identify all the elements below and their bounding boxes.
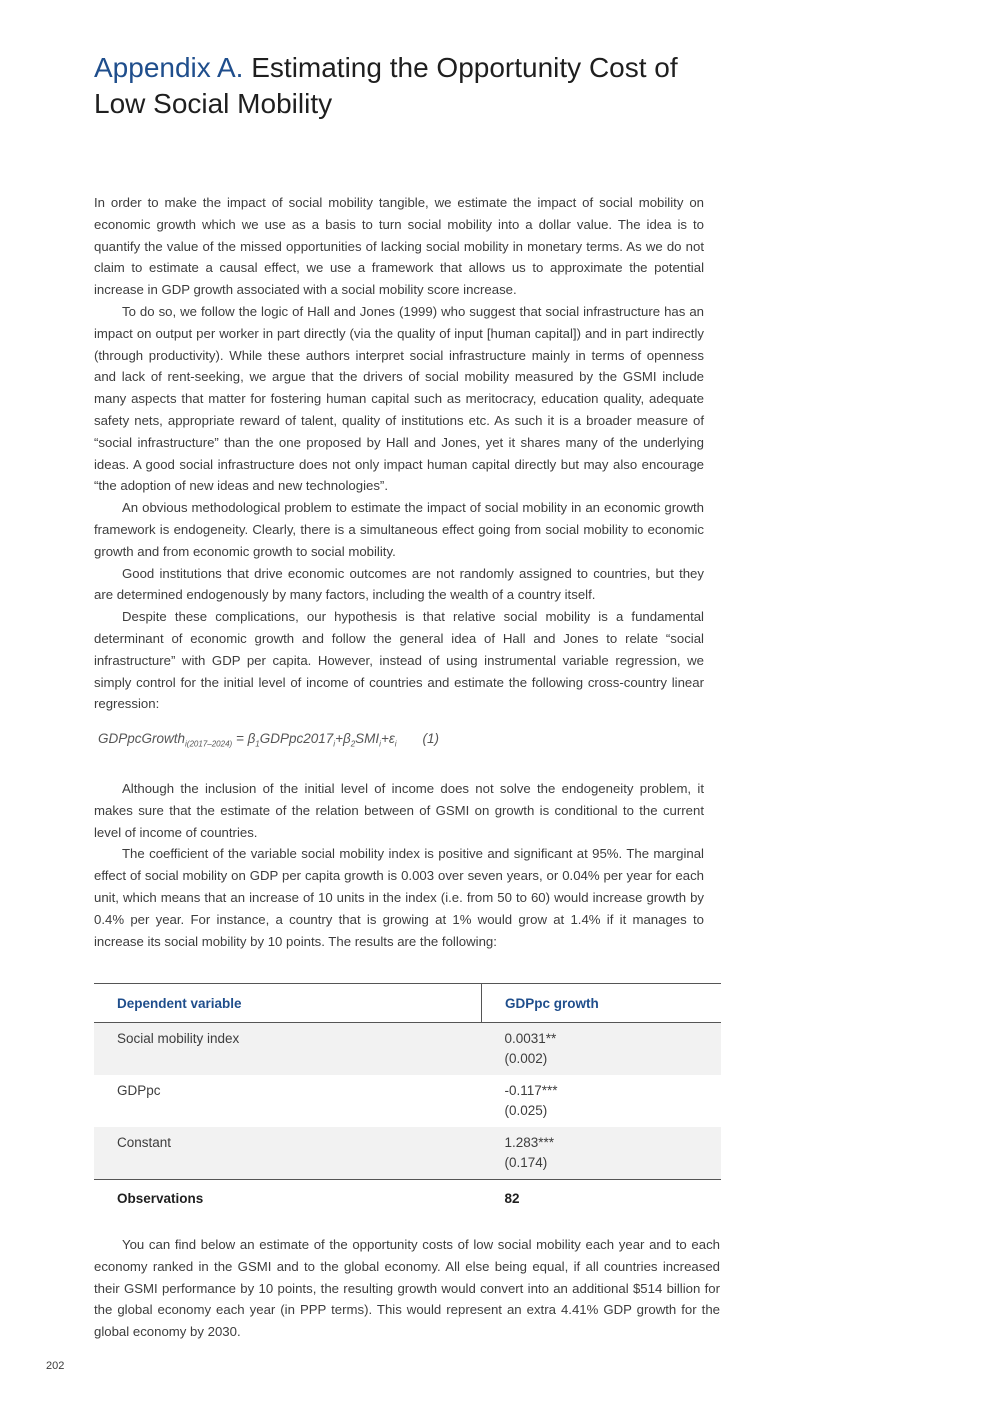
equation-plus: + bbox=[380, 731, 389, 746]
results-text-block bbox=[94, 778, 704, 952]
row-label: Constant bbox=[94, 1127, 482, 1180]
row-estimate bbox=[482, 1075, 722, 1127]
title-text: Estimating the Opportunity Cost of Low Social Mobility bbox=[94, 52, 678, 119]
regression-results-table bbox=[94, 983, 721, 1218]
intro-text-block bbox=[94, 192, 704, 715]
paragraph: You can find below an estimate of the opportunity costs of low social mobility each year and to each economy ranked in the GSMI and to the global economy. All else being equal, if all countries increased their GSMI performance by 10 points, the resulting growth would convert into an additional $514 billion for the global economy each year (in PPP terms). This would represent an extra 4.41% GDP growth for the global economy by 2030. bbox=[94, 1237, 720, 1340]
paragraph: To do so, we follow the logic of Hall and Jones (1999) who suggest that social infrastructure has an impact on output per worker in part directly (via the quality of input [human capital]) and in part indirectly (through productivity). While these authors interpret social infrastructure mainly in terms of openness and lack of rent-seeking, we argue that the drivers of social mobility measured by the GSMI include many aspects that matter for fostering human capital such as meritocracy, education quality, adequate safety nets, appropriate reward of talent, quality of institutions etc. As such it is a broader measure of “social infrastructure” than the one proposed by Hall and Jones, yet it shares many of the underlying ideas. A good social infrastructure does not only impact human capital directly but may also encourage “the adoption of new ideas and new technologies”. bbox=[94, 303, 704, 494]
equation-epsilon: ε bbox=[388, 731, 395, 746]
equation-epsilon-subscript: i bbox=[394, 739, 397, 749]
coefficient: -0.117*** bbox=[504, 1083, 558, 1098]
equation-term1: GDPpc2017 bbox=[259, 731, 334, 746]
standard-error: (0.025) bbox=[504, 1103, 548, 1118]
equation-beta2: β bbox=[342, 731, 351, 746]
regression-equation bbox=[98, 731, 439, 749]
table-row bbox=[94, 1127, 721, 1180]
paragraph: The coefficient of the variable social mobility index is positive and significant at 95%. The marginal effect of social mobility on GDP per capita growth is 0.003 over seven years, or 0.04% per year for each unit, which means that an increase of 10 units in the index (i.e. from 50 to 60) would increase growth by 0.4% per year. For instance, a country that is growing at 1% would grow at 1.4% if it manages to increase its social mobility by 10 points. The results are the following: bbox=[94, 846, 704, 949]
observations-row bbox=[94, 1180, 721, 1219]
equation-beta1: β bbox=[247, 731, 256, 746]
paragraph: An obvious methodological problem to estimate the impact of social mobility in an economic growth framework is endogeneity. Clearly, there is a simultaneous effect going from social mobility to economic growth and from economic growth to social mobility. bbox=[94, 500, 704, 559]
equation-lhs: GDPpcGrowth bbox=[98, 731, 186, 746]
row-estimate bbox=[482, 1127, 722, 1180]
table-row bbox=[94, 1023, 721, 1076]
row-label: GDPpc bbox=[117, 1083, 161, 1098]
equation-equals: = bbox=[232, 731, 248, 746]
paragraph: Although the inclusion of the initial level of income does not solve the endogeneity problem, it makes sure that the estimate of the relation between of GSMI on growth is conditional to the current level of income of countries. bbox=[94, 781, 704, 840]
coefficient: 1.283*** bbox=[504, 1135, 555, 1150]
page-number: 202 bbox=[46, 1360, 65, 1372]
table-header-row bbox=[94, 984, 721, 1023]
equation-term2: SMI bbox=[355, 731, 380, 746]
appendix-label: Appendix A. bbox=[94, 52, 244, 83]
page-title bbox=[94, 50, 734, 122]
equation-number: (1) bbox=[422, 731, 440, 746]
paragraph: In order to make the impact of social mobility tangible, we estimate the impact of social mobility on economic growth which we use as a basis to turn social mobility into a dollar value. The idea is to quantify the value of the missed opportunities of lacking social mobility in monetary terms. As we do not claim to estimate a causal effect, we use a framework that allows us to approximate the potential increase in GDP growth associated with a social mobility score increase. bbox=[94, 195, 704, 298]
closing-text-block bbox=[94, 1234, 720, 1343]
row-estimate bbox=[482, 1023, 722, 1076]
equation-term2-subscript: i bbox=[379, 739, 381, 749]
equation-lhs-subscript: i(2017–2024) bbox=[185, 739, 233, 749]
observations-value: 82 bbox=[482, 1180, 722, 1219]
standard-error: (0.174) bbox=[504, 1155, 548, 1170]
equation-plus: + bbox=[335, 731, 343, 746]
header-gdppc-growth: GDPpc growth bbox=[482, 984, 722, 1023]
equation-term1-subscript: i bbox=[333, 739, 336, 749]
paragraph: Good institutions that drive economic outcomes are not randomly assigned to countries, but they are determined endogenously by many factors, including the wealth of a country itself. bbox=[94, 565, 704, 603]
standard-error: (0.002) bbox=[504, 1051, 548, 1066]
equation-beta1-subscript: 1 bbox=[255, 739, 260, 749]
table-row bbox=[94, 1075, 721, 1127]
header-dependent-variable: Dependent variable bbox=[94, 984, 482, 1023]
coefficient: 0.0031** bbox=[504, 1031, 557, 1046]
row-label: Social mobility index bbox=[94, 1023, 482, 1076]
paragraph: Despite these complications, our hypothesis is that relative social mobility is a fundamental determinant of economic growth and follow the general idea of Hall and Jones to relate “social infrastructure” with GDP per capita. However, instead of using instrumental variable regression, we simply control for the initial level of income of countries and estimate the following cross-country linear regression: bbox=[94, 609, 704, 712]
equation-beta2-subscript: 2 bbox=[350, 739, 356, 749]
observations-label: Observations bbox=[94, 1180, 482, 1219]
